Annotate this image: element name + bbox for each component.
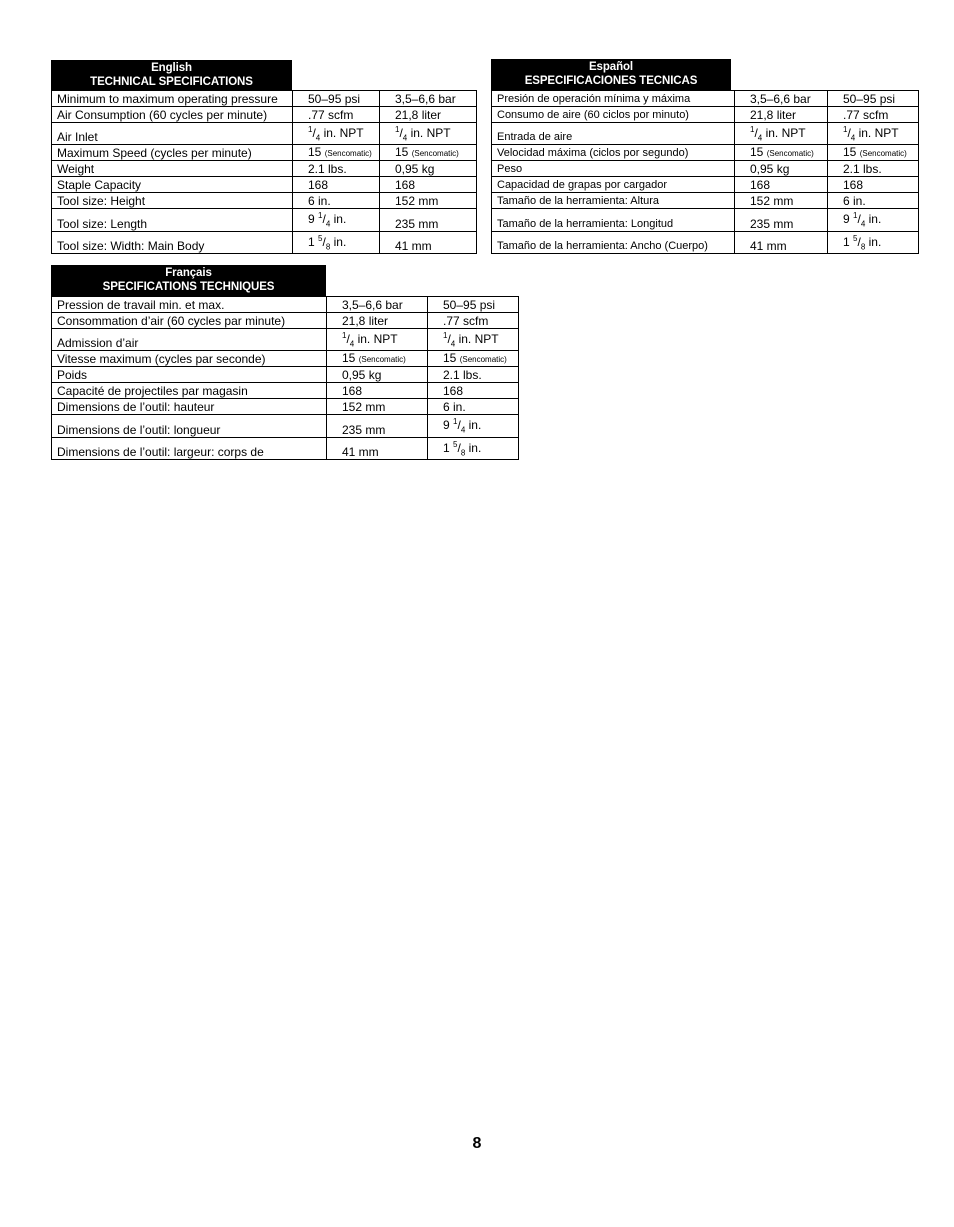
spec-row [52,177,477,193]
spec-label: Dimensions de l’outil: hauteur [52,399,327,415]
spec-row [52,383,519,399]
spec-value: 15 (Sencomatic) [380,145,477,161]
spec-value: 235 mm [735,209,828,231]
spec-value: 9 $^1/_4$ in. [428,415,519,437]
spec-row [492,231,919,253]
spec-value: 50–95 psi [293,91,380,107]
spec-label: Maximum Speed (cycles per minute) [52,145,293,161]
spec-value: 0,95 kg [327,367,428,383]
spec-value: 168 [380,177,477,193]
spec-value: 1 $^5/_8$ in. [428,437,519,459]
spec-value: 50–95 psi [428,297,519,313]
spec-row [492,209,919,231]
spec-value: $^1/_4$ in. NPT [380,123,477,145]
page-number: 8 [472,1135,482,1152]
spec-value: 2.1 lbs. [428,367,519,383]
spec-value: 152 mm [327,399,428,415]
spec-value: 15 (Sencomatic) [327,351,428,367]
spec-label: Velocidad máxima (ciclos por segundo) [492,145,735,161]
spec-value: 6 in. [828,193,919,209]
spec-label: Tool size: Length [52,209,293,231]
spec-label: Weight [52,161,293,177]
spec-row [492,177,919,193]
section-title: ESPECIFICACIONES TECNICAS [524,75,698,87]
spec-label: Pression de travail min. et max. [52,297,327,313]
spec-table [491,90,919,254]
spec-value: $^1/_4$ in. NPT [735,123,828,145]
spec-value: 9 $^1/_4$ in. [828,209,919,231]
spec-table [51,90,477,254]
spec-row [52,437,519,459]
section-language: Français [165,267,212,279]
spec-row [52,367,519,383]
spec-row [492,107,919,123]
spec-row [52,91,477,107]
spec-label: Entrada de aire [492,123,735,145]
spec-value: 9 $^1/_4$ in. [293,209,380,231]
spec-value: 41 mm [327,437,428,459]
spec-row [52,351,519,367]
section-header [51,60,292,91]
spec-row [492,193,919,209]
spec-value: 2.1 lbs. [293,161,380,177]
spec-row [52,231,477,253]
spec-value: 15 (Sencomatic) [428,351,519,367]
spec-label: Staple Capacity [52,177,293,193]
spec-value: 41 mm [380,231,477,253]
spec-value: 168 [428,383,519,399]
spec-label: Poids [52,367,327,383]
spec-label: Presión de operación mínima y máxima [492,91,735,107]
spec-value: $^1/_4$ in. NPT [428,329,519,351]
section-language: English [151,62,192,74]
spec-value: 15 (Sencomatic) [828,145,919,161]
spec-row [492,91,919,107]
spec-value: 168 [735,177,828,193]
spec-label: Peso [492,161,735,177]
spec-label: Admission d’air [52,329,327,351]
spec-value: 3,5–6,6 bar [735,91,828,107]
spec-value: 1 $^5/_8$ in. [828,231,919,253]
spec-value: 21,8 liter [327,313,428,329]
spec-label: Capacidad de grapas por cargador [492,177,735,193]
spec-row [52,193,477,209]
section-header [491,59,731,90]
spec-label: Tool size: Height [52,193,293,209]
spec-value: .77 scfm [828,107,919,123]
spec-value: 6 in. [293,193,380,209]
spec-value: $^1/_4$ in. NPT [828,123,919,145]
spec-value: 1 $^5/_8$ in. [293,231,380,253]
spec-label: Tamaño de la herramienta: Altura [492,193,735,209]
spec-value: 168 [327,383,428,399]
spec-row [52,161,477,177]
spec-row [52,123,477,145]
spec-row [52,107,477,123]
spec-row [492,161,919,177]
spec-row [52,415,519,437]
spec-row [492,123,919,145]
section-header [51,265,326,296]
spec-value: 235 mm [327,415,428,437]
spec-row [52,399,519,415]
spec-value: 2.1 lbs. [828,161,919,177]
spec-value: 15 (Sencomatic) [735,145,828,161]
spec-value: 50–95 psi [828,91,919,107]
spec-row [52,145,477,161]
spec-label: Air Consumption (60 cycles per minute) [52,107,293,123]
spec-row [52,209,477,231]
spec-label: Consumo de aire (60 ciclos por minuto) [492,107,735,123]
spec-value: 168 [293,177,380,193]
section-language: Español [588,61,634,73]
spec-label: Dimensions de l’outil: largeur: corps de [52,437,327,459]
spec-value: .77 scfm [428,313,519,329]
spec-value: 152 mm [735,193,828,209]
spec-value: 6 in. [428,399,519,415]
spec-value: 21,8 liter [380,107,477,123]
spec-label: Consommation d’air (60 cycles par minute) [52,313,327,329]
spec-value: 3,5–6,6 bar [380,91,477,107]
spec-label: Dimensions de l’outil: longueur [52,415,327,437]
spec-label: Air Inlet [52,123,293,145]
spec-value: $^1/_4$ in. NPT [327,329,428,351]
spec-value: 15 (Sencomatic) [293,145,380,161]
section-title: TECHNICAL SPECIFICATIONS [90,76,253,88]
spec-value: .77 scfm [293,107,380,123]
spec-value: 152 mm [380,193,477,209]
spec-label: Tool size: Width: Main Body [52,231,293,253]
spec-label: Minimum to maximum operating pressure [52,91,293,107]
spec-label: Tamaño de la herramienta: Longitud [492,209,735,231]
spec-row [52,297,519,313]
spec-row [52,329,519,351]
spec-label: Capacité de projectiles par magasin [52,383,327,399]
section-title: SPECIFICATIONS TECHNIQUES [102,281,275,293]
spec-value: 21,8 liter [735,107,828,123]
spec-value: 0,95 kg [735,161,828,177]
spec-value: 0,95 kg [380,161,477,177]
spec-table [51,296,519,460]
spec-label: Tamaño de la herramienta: Ancho (Cuerpo) [492,231,735,253]
spec-value: $^1/_4$ in. NPT [293,123,380,145]
spec-value: 3,5–6,6 bar [327,297,428,313]
spec-value: 235 mm [380,209,477,231]
spec-row [492,145,919,161]
spec-value: 41 mm [735,231,828,253]
spec-label: Vitesse maximum (cycles par seconde) [52,351,327,367]
spec-value: 168 [828,177,919,193]
spec-row [52,313,519,329]
